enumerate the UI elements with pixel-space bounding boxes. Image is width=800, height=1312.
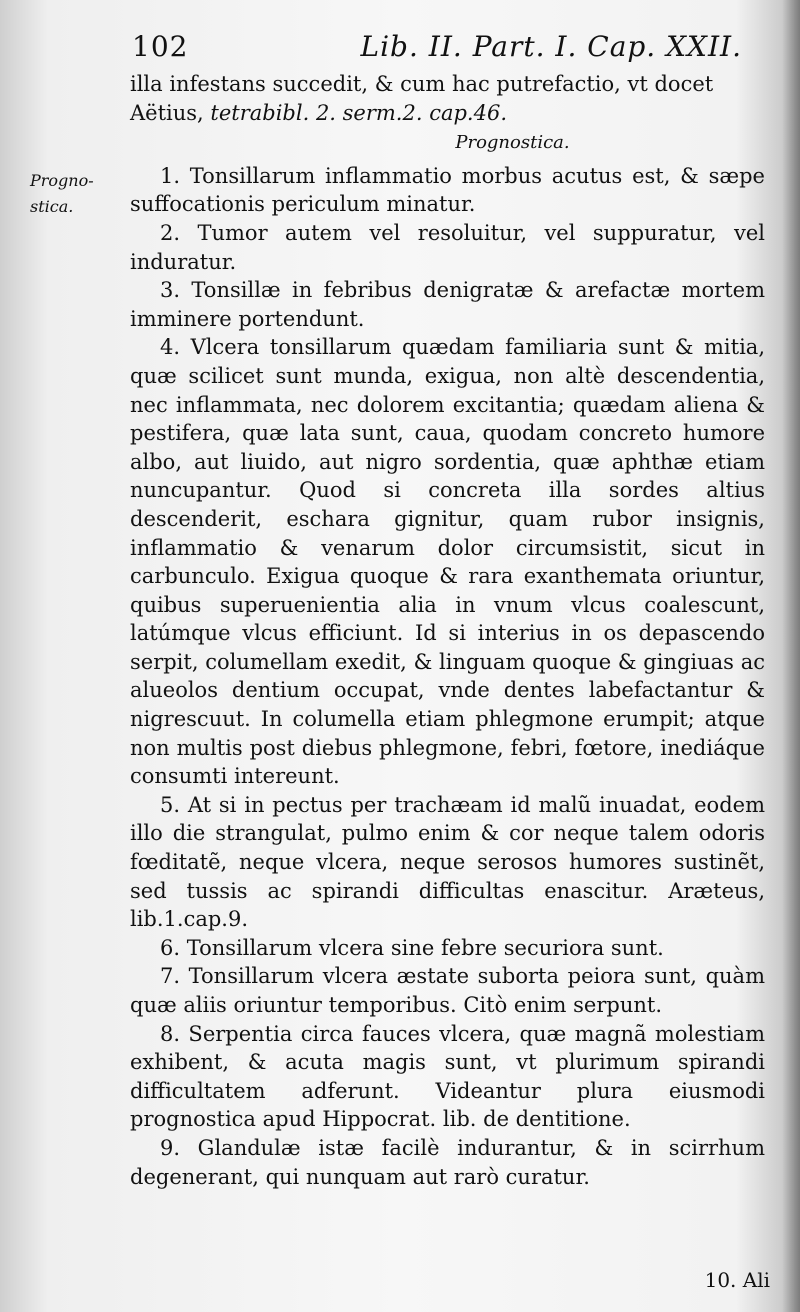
intro-author: Aëtius, <box>130 100 211 125</box>
page-edge-shadow <box>782 0 800 1312</box>
paragraph-6: 6. Tonsillarum vlcera sine febre securiora sunt. <box>160 935 664 960</box>
margin-note <box>30 168 120 220</box>
running-title: Lib. II. Part. I. Cap. XXII. <box>360 30 742 63</box>
section-subheading: Prognostica. <box>455 132 570 154</box>
page-number: 102 <box>132 30 189 63</box>
catchword: 10. Ali <box>704 1268 770 1292</box>
paragraph-5: 5. At si in pectus per trachæam id malũ inuadat, eodem illo die strangulat, pulmo enim & cor neque talem odoris fœditatẽ, neque vlcera, neque serosos humores sustinẽt, sed tussis ac spirandi difficultas enascitur. Aræteus, lib.1.cap.9. <box>130 792 765 932</box>
intro-citation: tetrabibl. 2. serm.2. cap.46. <box>210 100 507 125</box>
paragraph-4: 4. Vlcera tonsillarum quædam familiaria sunt & mitia, quæ scilicet sunt munda, exigua, non altè descendentia, nec inflammata, nec dolorem excitantia; quædam aliena & pestifera, quæ lata sunt, caua, quodam concreto humore albo, aut liuido, aut nigro sordentia, quæ aphthæ etiam nuncupantur. Quod si concreta illa sordes altius descenderit, eschara gignitur, quam rubor insignis, inflammatio & venarum dolor circumsistit, sicut in carbunculo. Exigua quoque & rara exanthemata oriuntur, quibus superuenientia alia in vnum vlcus coalescunt, latúmque vlcus efficiunt. Id si interius in os depascendo serpit, columellam exedit, & linguam quoque & gingiuas ac alueolos dentium occupat, vnde dentes labefactantur & nigrescuut. In columella etiam phlegmone erumpit; atque non multis post diebus phlegmone, febri, fœtore, inediáque consumti intereunt. <box>130 335 765 789</box>
page-header <box>132 30 742 63</box>
paragraph-7: 7. Tonsillarum vlcera æstate suborta peiora sunt, quàm quæ aliis oriuntur temporibus. Citò enim serpunt. <box>130 964 765 1017</box>
main-text <box>130 70 765 1191</box>
margin-note-text: Progno- stica. <box>30 171 94 216</box>
intro-line-2 <box>130 99 765 128</box>
paragraph-1: 1. Tonsillarum inflammatio morbus acutus est, & sæpe suffocationis periculum minatur. <box>130 163 765 217</box>
paragraph-8: 8. Serpentia circa fauces vlcera, quæ magnã molestiam exhibent, & acuta magis sunt, vt plurimum spirandi difficultatem adferunt. Videantur plura eiusmodi prognostica apud Hippocrat. lib. de dentitione. <box>130 1021 765 1132</box>
paragraph-2: 2. Tumor autem vel resoluitur, vel suppuratur, vel induratur. <box>130 220 765 274</box>
intro-line-1: illa infestans succedit, & cum hac putrefactio, vt docet <box>130 72 714 96</box>
paragraph-9: 9. Glandulæ istæ facilè indurantur, & in scirrhum degenerant, qui nunquam aut rarò curatur. <box>130 1135 765 1189</box>
paragraph-3: 3. Tonsillæ in febribus denigratæ & arefactæ mortem imminere portendunt. <box>130 278 765 331</box>
